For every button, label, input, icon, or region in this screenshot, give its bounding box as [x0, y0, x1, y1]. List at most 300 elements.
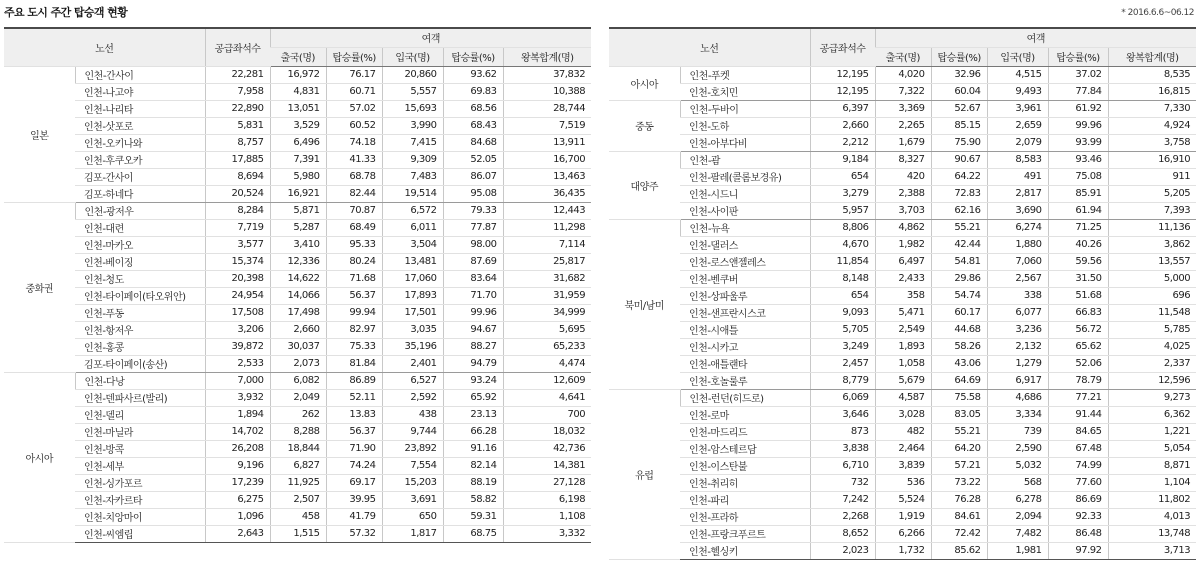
route-name: 인천-치앙마이 — [75, 508, 205, 525]
arrive-rate: 92.33 — [1048, 508, 1108, 525]
round-trip-total: 36,435 — [503, 185, 591, 202]
arrive-rate: 99.96 — [443, 304, 503, 321]
round-trip-total: 4,924 — [1108, 117, 1196, 134]
round-trip-total: 11,136 — [1108, 219, 1196, 236]
route-name: 인천-상파울루 — [680, 287, 810, 304]
seat-count: 15,374 — [205, 253, 270, 270]
depart-count: 3,839 — [875, 457, 931, 474]
route-name: 김포-간사이 — [75, 168, 205, 185]
round-trip-total: 7,330 — [1108, 100, 1196, 117]
seat-count: 22,281 — [205, 66, 270, 83]
seat-count: 3,646 — [810, 406, 875, 423]
round-trip-total: 5,205 — [1108, 185, 1196, 202]
arrive-count: 6,274 — [987, 219, 1048, 236]
arrive-rate: 51.68 — [1048, 287, 1108, 304]
route-name: 인천-나리타 — [75, 100, 205, 117]
route-name: 인천-방콕 — [75, 440, 205, 457]
arrive-count: 2,817 — [987, 185, 1048, 202]
seat-count: 20,524 — [205, 185, 270, 202]
arrive-rate: 84.65 — [1048, 423, 1108, 440]
seat-count: 1,894 — [205, 406, 270, 423]
arrive-count: 7,554 — [382, 457, 443, 474]
region-label: 중동 — [609, 100, 680, 151]
round-trip-total: 1,221 — [1108, 423, 1196, 440]
arrive-count: 2,659 — [987, 117, 1048, 134]
route-name: 인천-괌 — [680, 151, 810, 168]
table-row — [4, 66, 591, 83]
round-trip-total: 3,332 — [503, 525, 591, 542]
round-trip-total: 31,682 — [503, 270, 591, 287]
round-trip-total: 8,871 — [1108, 457, 1196, 474]
seat-count: 1,096 — [205, 508, 270, 525]
seat-count: 6,710 — [810, 457, 875, 474]
depart-count: 16,921 — [270, 185, 326, 202]
depart-count: 4,020 — [875, 66, 931, 83]
depart-rate: 32.96 — [931, 66, 987, 83]
round-trip-total: 5,785 — [1108, 321, 1196, 338]
depart-count: 1,058 — [875, 355, 931, 372]
depart-count: 2,265 — [875, 117, 931, 134]
depart-count: 30,037 — [270, 338, 326, 355]
depart-count: 5,524 — [875, 491, 931, 508]
route-name: 인천-도하 — [680, 117, 810, 134]
route-name: 인천-후쿠오카 — [75, 151, 205, 168]
round-trip-total: 37,832 — [503, 66, 591, 83]
header-passenger: 여객 — [270, 28, 591, 47]
arrive-count: 7,060 — [987, 253, 1048, 270]
depart-rate: 39.95 — [326, 491, 382, 508]
depart-count: 3,369 — [875, 100, 931, 117]
seat-count: 9,093 — [810, 304, 875, 321]
round-trip-total: 25,817 — [503, 253, 591, 270]
depart-rate: 41.79 — [326, 508, 382, 525]
depart-rate: 71.68 — [326, 270, 382, 287]
seat-count: 2,660 — [810, 117, 875, 134]
arrive-rate: 77.87 — [443, 219, 503, 236]
depart-rate: 75.58 — [931, 389, 987, 406]
seat-count: 5,957 — [810, 202, 875, 219]
seat-count: 2,268 — [810, 508, 875, 525]
seat-count: 2,643 — [205, 525, 270, 542]
round-trip-total: 13,911 — [503, 134, 591, 151]
header-route: 노선 — [4, 28, 205, 66]
table-row — [609, 355, 1196, 372]
depart-count: 5,287 — [270, 219, 326, 236]
seat-count: 873 — [810, 423, 875, 440]
seat-count: 8,652 — [810, 525, 875, 542]
route-name: 인천-다낭 — [75, 372, 205, 389]
depart-rate: 76.28 — [931, 491, 987, 508]
header-arrive: 입국(명) — [382, 47, 443, 66]
round-trip-total: 911 — [1108, 168, 1196, 185]
arrive-count: 2,079 — [987, 134, 1048, 151]
arrive-count: 1,817 — [382, 525, 443, 542]
round-trip-total: 16,910 — [1108, 151, 1196, 168]
depart-rate: 72.42 — [931, 525, 987, 542]
arrive-rate: 75.08 — [1048, 168, 1108, 185]
header-total: 왕복합계(명) — [503, 47, 591, 66]
depart-rate: 55.21 — [931, 219, 987, 236]
page-title: 주요 도시 주간 탑승객 현황 — [4, 6, 128, 19]
table-row — [4, 304, 591, 321]
round-trip-total: 27,128 — [503, 474, 591, 491]
arrive-count: 3,961 — [987, 100, 1048, 117]
seat-count: 7,242 — [810, 491, 875, 508]
depart-rate: 60.52 — [326, 117, 382, 134]
header-depart: 출국(명) — [270, 47, 326, 66]
region-label: 중화권 — [4, 202, 75, 372]
arrive-rate: 74.99 — [1048, 457, 1108, 474]
depart-rate: 73.22 — [931, 474, 987, 491]
seat-count: 3,206 — [205, 321, 270, 338]
arrive-count: 2,132 — [987, 338, 1048, 355]
arrive-count: 2,590 — [987, 440, 1048, 457]
seat-count: 3,279 — [810, 185, 875, 202]
seat-count: 2,457 — [810, 355, 875, 372]
round-trip-total: 3,758 — [1108, 134, 1196, 151]
route-name: 인천-벤쿠버 — [680, 270, 810, 287]
arrive-count: 9,744 — [382, 423, 443, 440]
depart-rate: 54.81 — [931, 253, 987, 270]
arrive-rate: 77.21 — [1048, 389, 1108, 406]
depart-rate: 60.04 — [931, 83, 987, 100]
table-row — [609, 304, 1196, 321]
depart-count: 5,471 — [875, 304, 931, 321]
depart-rate: 83.05 — [931, 406, 987, 423]
table-row — [4, 219, 591, 236]
arrive-rate: 23.13 — [443, 406, 503, 423]
route-name: 인천-오키나와 — [75, 134, 205, 151]
depart-rate: 76.17 — [326, 66, 382, 83]
round-trip-total: 696 — [1108, 287, 1196, 304]
route-name: 인천-뉴욕 — [680, 219, 810, 236]
table-row — [4, 406, 591, 423]
table-row — [609, 253, 1196, 270]
arrive-rate: 79.33 — [443, 202, 503, 219]
seat-count: 2,533 — [205, 355, 270, 372]
table-row — [4, 508, 591, 525]
seat-count: 9,184 — [810, 151, 875, 168]
table-row — [609, 372, 1196, 389]
seat-count: 7,719 — [205, 219, 270, 236]
depart-count: 2,073 — [270, 355, 326, 372]
depart-rate: 70.87 — [326, 202, 382, 219]
arrive-rate: 77.60 — [1048, 474, 1108, 491]
table-row — [609, 321, 1196, 338]
depart-count: 1,515 — [270, 525, 326, 542]
round-trip-total: 10,388 — [503, 83, 591, 100]
round-trip-total: 12,443 — [503, 202, 591, 219]
seat-count: 6,397 — [810, 100, 875, 117]
route-name: 인천-삿포로 — [75, 117, 205, 134]
region-label: 아시아 — [4, 372, 75, 542]
depart-count: 3,028 — [875, 406, 931, 423]
seat-count: 24,954 — [205, 287, 270, 304]
arrive-rate: 98.00 — [443, 236, 503, 253]
arrive-rate: 66.28 — [443, 423, 503, 440]
arrive-count: 7,415 — [382, 134, 443, 151]
route-name: 인천-청도 — [75, 270, 205, 287]
depart-rate: 60.71 — [326, 83, 382, 100]
table-row — [4, 457, 591, 474]
depart-rate: 56.37 — [326, 423, 382, 440]
depart-count: 2,660 — [270, 321, 326, 338]
header-depart-rate: 탑승률(%) — [931, 47, 987, 66]
round-trip-total: 6,198 — [503, 491, 591, 508]
route-name: 인천-마카오 — [75, 236, 205, 253]
table-row — [609, 270, 1196, 287]
table-row — [4, 338, 591, 355]
header-depart-rate: 탑승률(%) — [326, 47, 382, 66]
seat-count: 8,284 — [205, 202, 270, 219]
depart-rate: 84.61 — [931, 508, 987, 525]
seat-count: 5,705 — [810, 321, 875, 338]
arrive-count: 17,060 — [382, 270, 443, 287]
depart-rate: 86.89 — [326, 372, 382, 389]
header-arrive-rate: 탑승률(%) — [1048, 47, 1108, 66]
round-trip-total: 2,337 — [1108, 355, 1196, 372]
table-row — [609, 168, 1196, 185]
depart-count: 1,679 — [875, 134, 931, 151]
depart-count: 2,433 — [875, 270, 931, 287]
depart-rate: 52.11 — [326, 389, 382, 406]
table-row — [609, 151, 1196, 168]
arrive-count: 1,981 — [987, 542, 1048, 559]
table-row — [609, 542, 1196, 559]
table-row — [4, 372, 591, 389]
region-label: 유럽 — [609, 389, 680, 559]
table-row — [4, 168, 591, 185]
depart-count: 2,388 — [875, 185, 931, 202]
arrive-rate: 88.19 — [443, 474, 503, 491]
seat-count: 8,779 — [810, 372, 875, 389]
depart-count: 358 — [875, 287, 931, 304]
depart-rate: 82.44 — [326, 185, 382, 202]
depart-rate: 99.94 — [326, 304, 382, 321]
arrive-count: 23,892 — [382, 440, 443, 457]
depart-rate: 52.67 — [931, 100, 987, 117]
depart-rate: 64.22 — [931, 168, 987, 185]
depart-count: 1,732 — [875, 542, 931, 559]
arrive-count: 3,990 — [382, 117, 443, 134]
arrive-rate: 71.25 — [1048, 219, 1108, 236]
depart-count: 8,288 — [270, 423, 326, 440]
arrive-count: 17,501 — [382, 304, 443, 321]
seat-count: 3,249 — [810, 338, 875, 355]
route-name: 인천-나고야 — [75, 83, 205, 100]
seat-count: 3,577 — [205, 236, 270, 253]
depart-count: 2,464 — [875, 440, 931, 457]
header-arrive-rate: 탑승률(%) — [443, 47, 503, 66]
depart-count: 2,049 — [270, 389, 326, 406]
round-trip-total: 16,815 — [1108, 83, 1196, 100]
depart-rate: 80.24 — [326, 253, 382, 270]
arrive-count: 650 — [382, 508, 443, 525]
seat-count: 732 — [810, 474, 875, 491]
depart-rate: 58.26 — [931, 338, 987, 355]
arrive-count: 8,583 — [987, 151, 1048, 168]
seat-count: 8,694 — [205, 168, 270, 185]
depart-rate: 64.20 — [931, 440, 987, 457]
round-trip-total: 12,609 — [503, 372, 591, 389]
round-trip-total: 65,233 — [503, 338, 591, 355]
arrive-rate: 77.84 — [1048, 83, 1108, 100]
arrive-count: 3,035 — [382, 321, 443, 338]
arrive-rate: 93.99 — [1048, 134, 1108, 151]
depart-rate: 75.33 — [326, 338, 382, 355]
round-trip-total: 14,381 — [503, 457, 591, 474]
route-name: 인천-로스앤젤레스 — [680, 253, 810, 270]
table-row — [609, 440, 1196, 457]
arrive-rate: 71.70 — [443, 287, 503, 304]
header-route: 노선 — [609, 28, 810, 66]
seat-count: 7,958 — [205, 83, 270, 100]
seat-count: 20,398 — [205, 270, 270, 287]
arrive-rate: 69.83 — [443, 83, 503, 100]
seat-count: 2,023 — [810, 542, 875, 559]
table-row — [4, 100, 591, 117]
round-trip-total: 5,695 — [503, 321, 591, 338]
table-row — [609, 423, 1196, 440]
depart-rate: 57.02 — [326, 100, 382, 117]
round-trip-total: 12,596 — [1108, 372, 1196, 389]
arrive-rate: 91.16 — [443, 440, 503, 457]
depart-rate: 56.37 — [326, 287, 382, 304]
seat-count: 3,838 — [810, 440, 875, 457]
table-body-right — [609, 66, 1196, 559]
arrive-count: 1,880 — [987, 236, 1048, 253]
table-row — [609, 100, 1196, 117]
depart-count: 1,982 — [875, 236, 931, 253]
arrive-count: 20,860 — [382, 66, 443, 83]
arrive-count: 2,094 — [987, 508, 1048, 525]
table-row — [4, 83, 591, 100]
route-name: 인천-댈러스 — [680, 236, 810, 253]
table-row — [609, 491, 1196, 508]
region-label: 대양주 — [609, 151, 680, 219]
depart-count: 8,327 — [875, 151, 931, 168]
arrive-rate: 66.83 — [1048, 304, 1108, 321]
header-passenger: 여객 — [875, 28, 1196, 47]
depart-rate: 41.33 — [326, 151, 382, 168]
seat-count: 17,885 — [205, 151, 270, 168]
arrive-count: 35,196 — [382, 338, 443, 355]
depart-rate: 57.32 — [326, 525, 382, 542]
route-name: 인천-취리히 — [680, 474, 810, 491]
route-name: 인천-샌프란시스코 — [680, 304, 810, 321]
route-name: 인천-자카르타 — [75, 491, 205, 508]
arrive-count: 15,693 — [382, 100, 443, 117]
route-name: 인천-세부 — [75, 457, 205, 474]
arrive-rate: 52.05 — [443, 151, 503, 168]
seat-count: 8,806 — [810, 219, 875, 236]
region-label: 아시아 — [609, 66, 680, 100]
table-row — [609, 134, 1196, 151]
seat-count: 8,757 — [205, 134, 270, 151]
depart-rate: 57.21 — [931, 457, 987, 474]
round-trip-total: 1,104 — [1108, 474, 1196, 491]
route-name: 인천-파리 — [680, 491, 810, 508]
route-name: 인천-델리 — [75, 406, 205, 423]
arrive-count: 5,032 — [987, 457, 1048, 474]
arrive-rate: 93.24 — [443, 372, 503, 389]
route-name: 김포-하네다 — [75, 185, 205, 202]
round-trip-total: 4,025 — [1108, 338, 1196, 355]
route-name: 인천-광저우 — [75, 202, 205, 219]
depart-count: 14,066 — [270, 287, 326, 304]
depart-count: 16,972 — [270, 66, 326, 83]
route-name: 인천-푸동 — [75, 304, 205, 321]
round-trip-total: 34,999 — [503, 304, 591, 321]
route-name: 인천-암스테르담 — [680, 440, 810, 457]
route-name: 인천-프라하 — [680, 508, 810, 525]
arrive-count: 6,572 — [382, 202, 443, 219]
table-row — [4, 423, 591, 440]
route-name: 인천-헬싱키 — [680, 542, 810, 559]
arrive-rate: 67.48 — [1048, 440, 1108, 457]
table-row — [4, 253, 591, 270]
passenger-table-left — [4, 27, 591, 543]
table-row — [4, 270, 591, 287]
arrive-rate: 68.56 — [443, 100, 503, 117]
round-trip-total: 18,032 — [503, 423, 591, 440]
seat-count: 8,148 — [810, 270, 875, 287]
table-row — [609, 202, 1196, 219]
seat-count: 39,872 — [205, 338, 270, 355]
seat-count: 2,212 — [810, 134, 875, 151]
arrive-count: 6,917 — [987, 372, 1048, 389]
route-name: 인천-덴파사르(발리) — [75, 389, 205, 406]
route-name: 인천-런던(히드로) — [680, 389, 810, 406]
arrive-rate: 61.92 — [1048, 100, 1108, 117]
depart-count: 2,507 — [270, 491, 326, 508]
round-trip-total: 13,748 — [1108, 525, 1196, 542]
arrive-count: 15,203 — [382, 474, 443, 491]
route-name: 인천-싱가포르 — [75, 474, 205, 491]
route-name: 인천-두바이 — [680, 100, 810, 117]
depart-count: 1,893 — [875, 338, 931, 355]
round-trip-total: 700 — [503, 406, 591, 423]
arrive-count: 2,567 — [987, 270, 1048, 287]
table-body-left — [4, 66, 591, 542]
table-row — [4, 117, 591, 134]
arrive-rate: 59.56 — [1048, 253, 1108, 270]
arrive-count: 13,481 — [382, 253, 443, 270]
arrive-rate: 94.67 — [443, 321, 503, 338]
arrive-rate: 58.82 — [443, 491, 503, 508]
route-name: 인천-타이페이(타오위안) — [75, 287, 205, 304]
arrive-count: 9,493 — [987, 83, 1048, 100]
route-name: 인천-씨엠립 — [75, 525, 205, 542]
depart-count: 13,051 — [270, 100, 326, 117]
depart-rate: 60.17 — [931, 304, 987, 321]
table-row — [4, 287, 591, 304]
depart-count: 458 — [270, 508, 326, 525]
depart-rate: 85.62 — [931, 542, 987, 559]
arrive-rate: 52.06 — [1048, 355, 1108, 372]
depart-count: 6,827 — [270, 457, 326, 474]
depart-rate: 95.33 — [326, 236, 382, 253]
table-row — [609, 83, 1196, 100]
table-row — [4, 134, 591, 151]
passenger-table-right — [609, 27, 1196, 560]
depart-count: 6,266 — [875, 525, 931, 542]
header-depart: 출국(명) — [875, 47, 931, 66]
arrive-rate: 86.48 — [1048, 525, 1108, 542]
round-trip-total: 31,959 — [503, 287, 591, 304]
round-trip-total: 6,362 — [1108, 406, 1196, 423]
route-name: 김포-타이페이(송산) — [75, 355, 205, 372]
